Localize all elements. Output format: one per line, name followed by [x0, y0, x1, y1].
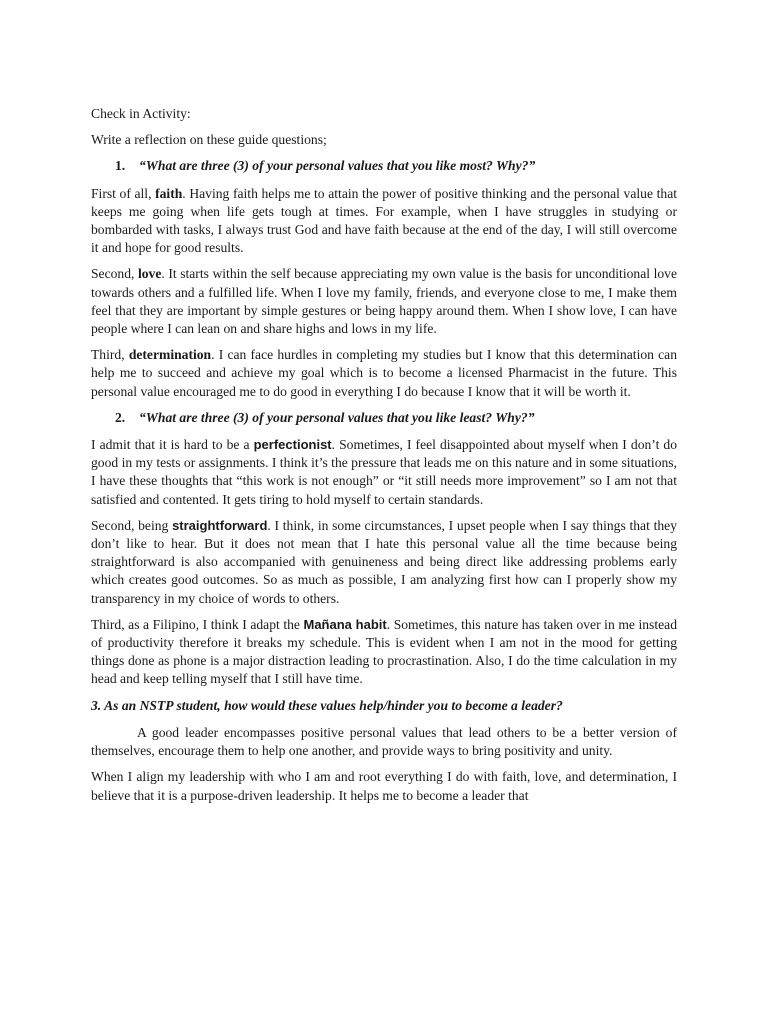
answer-3-paragraph-2: When I align my leadership with who I am and root everything I do with faith, love, and determination, I believe that it is a purpose-driven leadership. It helps me to become a leader that [91, 769, 677, 803]
answer-1-paragraph-determination [91, 346, 677, 401]
text-run: Second, [91, 266, 138, 282]
question-2-text: “What are three (3) of your personal values that you like least? Why?” [139, 409, 535, 425]
question-2 [91, 409, 677, 427]
text-run: . Having faith helps me to attain the power of positive thinking and the personal value that keeps me going when life gets tough at times. For example, when I have struggles in studying or bombarded with tasks, I always trust God and have faith because at the end of the day, I will still overcome it and hope for good results. [91, 185, 678, 256]
keyword-love: love [137, 266, 162, 282]
text-run: Third, [91, 347, 129, 363]
answer-1-paragraph-love [91, 265, 677, 338]
keyword-determination: determination [128, 347, 212, 363]
question-1-text: “What are three (3) of your personal values that you like most? Why?” [139, 158, 536, 174]
answer-2-paragraph-straightforward [91, 517, 677, 608]
answer-1-paragraph-faith [91, 185, 677, 258]
text-run: . I think, in some circumstances, I upset people when I say things that they don’t like to hear. But it does not mean that I hate this personal value all the time because being straightforward is also accompanied with genuineness and being direct like addressing problems early which creates good outcomes. So as much as possible, I am analyzing first how can I properly show my transparency in my choice of words to others. [91, 517, 677, 606]
keyword-manana-habit: Mañana habit [303, 616, 387, 632]
question-2-number: 2. [115, 409, 126, 425]
question-3: 3. As an NSTP student, how would these values help/hinder you to become a leader? [91, 697, 563, 713]
text-run: . Sometimes, I feel disappointed about myself when I don’t do good in my tests or assignments. I think it’s the pressure that leads me on this nature and in some situations, I have these thoughts that “this work is not enough” or “it still needs more improvement” so I am not that satisfied and contented. It gets tiring to hold myself to certain standards. [91, 437, 677, 507]
activity-instruction: Write a reflection on these guide questions; [91, 132, 327, 148]
keyword-perfectionist: perfectionist [253, 437, 332, 453]
text-run: . It starts within the self because appreciating my own value is the basis for unconditional love towards others and a fulfilled life. When I love my family, friends, and everyone close to me, I make them feel that they are important by simple gestures or being happy around them. When I show love, I can have people where I can lean on and share highs and lows in my life. [91, 266, 677, 337]
text-run: Second, being [91, 517, 173, 533]
question-1-number: 1. [115, 158, 126, 174]
question-1 [91, 157, 677, 175]
text-run: Third, as a Filipino, I think I adapt the [91, 616, 304, 632]
activity-title: Check in Activity: [91, 106, 191, 121]
document-body [91, 105, 677, 813]
text-run: . Sometimes, this nature has taken over in me instead of productivity therefore it breaks my schedule. This is evident when I am not in the mood for getting things done as phone is a major distraction leading to procrastination. Also, I do the time calculation in my head and keep telling myself that I still have time. [91, 616, 677, 687]
text-run: I admit that it is hard to be a [91, 437, 254, 453]
keyword-faith: faith [155, 185, 183, 201]
answer-3-paragraph-1: A good leader encompasses positive personal values that lead others to be a better version of themselves, encourage them to help one another, and provide ways to bring positivity and unity. [91, 724, 677, 759]
answer-2-paragraph-perfectionist [91, 436, 677, 509]
keyword-straightforward: straightforward [172, 517, 268, 533]
text-run: . I can face hurdles in completing my studies but I know that this determination can help me to succeed and achieve my goal which is to become a licensed Pharmacist in the future. This personal value encouraged me to do good in everything I do because I know that it will be worth it. [91, 347, 678, 399]
text-run: First of all, [91, 185, 156, 201]
answer-2-paragraph-manana [91, 616, 677, 689]
